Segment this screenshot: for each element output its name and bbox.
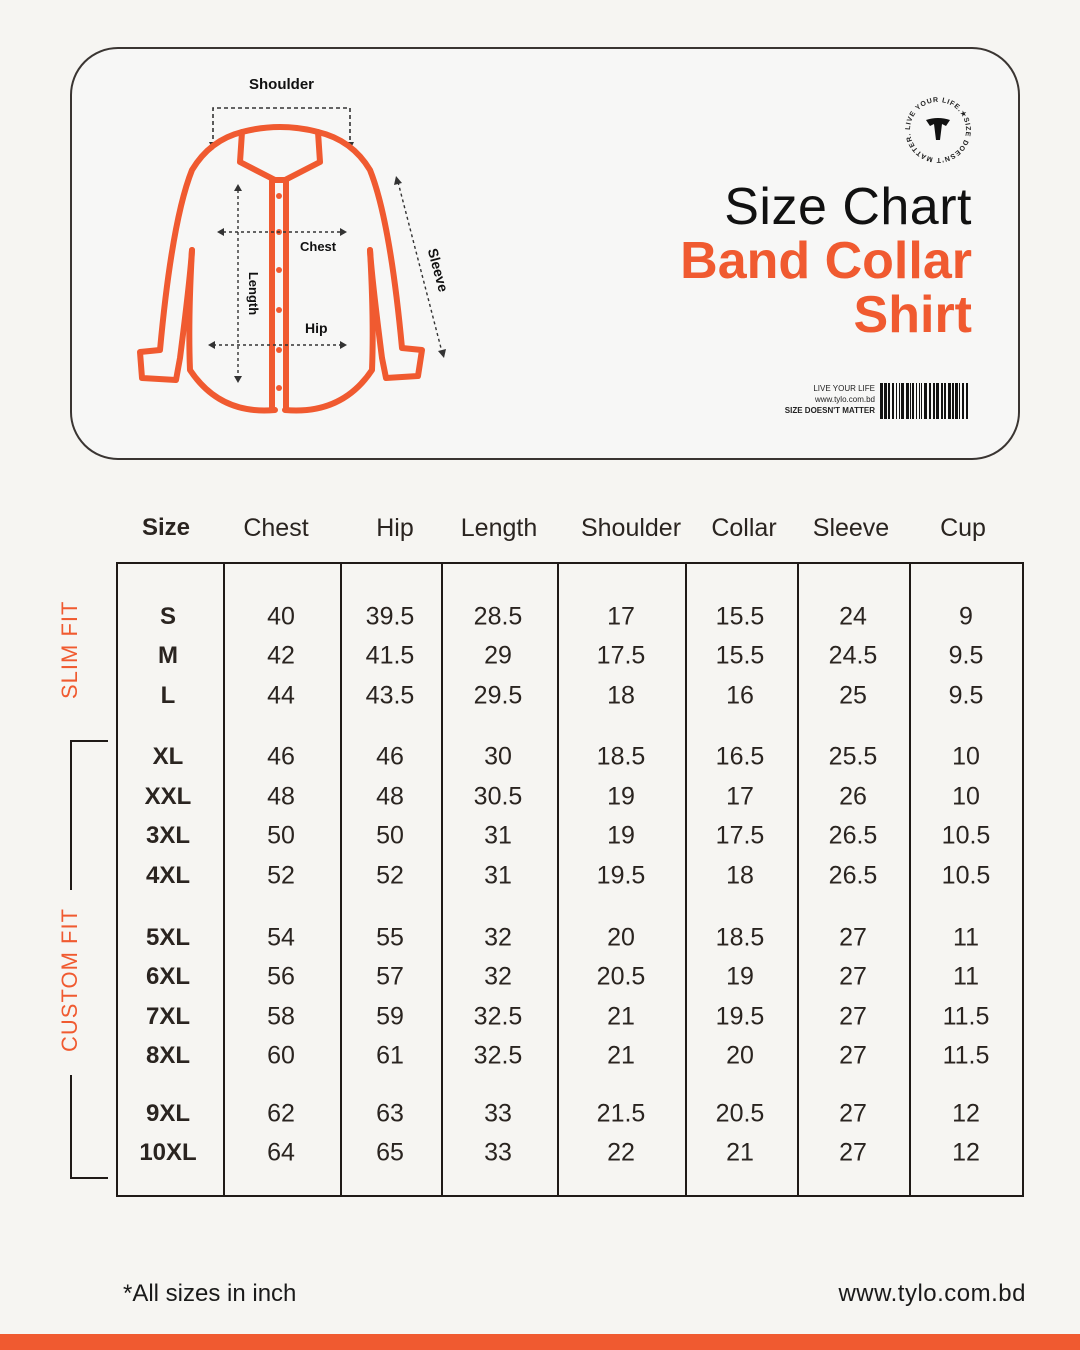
measurement-cell: 10 [952,782,980,811]
measurement-cell: 25.5 [828,742,878,771]
custom-fit-bracket [70,740,108,742]
measurement-cell: 24.5 [828,641,878,670]
measurement-cell: 31 [484,821,512,850]
custom-fit-bracket [70,740,72,890]
badge-ring-text: LIVE YOUR LIFE.★SIZE DOESN'T MATTER. [904,96,972,164]
measurement-cell: 20 [726,1041,754,1070]
measurement-cell: 11.5 [942,1002,990,1031]
size-table [116,562,1024,1197]
measurement-cell: 58 [267,1002,295,1031]
size-cell: 9XL [145,1100,191,1127]
barcode-bar [924,383,927,419]
measurement-cell: 21 [607,1041,635,1070]
barcode-bar [910,383,911,419]
measurement-cell: 9.5 [948,641,984,670]
measurement-cell: 24 [839,602,867,631]
measurement-cell: 40 [267,602,295,631]
measurement-cell: 46 [376,742,404,771]
measurement-cell: 52 [376,861,404,890]
measurement-cell: 17.5 [596,641,646,670]
measurement-cell: 26 [839,782,867,811]
measurement-cell: 32 [484,962,512,991]
barcode-bar [921,383,922,419]
col-header-cup: Cup [940,514,986,542]
col-header-chest: Chest [243,514,309,542]
measurement-cell: 31 [484,861,512,890]
size-cell: M [158,642,178,669]
measurement-cell: 18.5 [596,742,646,771]
size-cell: 5XL [145,924,191,951]
measurement-cell: 29.5 [473,681,523,710]
measurement-cell: 17 [726,782,754,811]
bottom-accent-bar [0,1334,1080,1350]
measurement-cell: 33 [484,1099,512,1128]
size-cell: XXL [144,783,192,810]
brand-logo-badge [898,90,978,170]
table-divider [441,562,443,1197]
length-label: Length [246,271,262,316]
barcode-bar [933,383,935,419]
barcode-bar [884,383,887,419]
barcode-bar [880,383,883,419]
measurement-cell: 27 [839,1041,867,1070]
measurement-cell: 16 [726,681,754,710]
measurement-cell: 42 [267,641,295,670]
table-divider [340,562,342,1197]
measurement-cell: 9.5 [948,681,984,710]
measurement-cell: 27 [839,923,867,952]
measurement-cell: 17.5 [715,821,765,850]
measurement-cell: 50 [376,821,404,850]
size-cell: L [160,682,176,709]
measurement-cell: 63 [376,1099,404,1128]
measurement-cell: 30 [484,742,512,771]
size-cell: 3XL [145,822,191,849]
measurement-cell: 27 [839,1138,867,1167]
measurement-cell: 19.5 [715,1002,765,1031]
measurement-cell: 52 [267,861,295,890]
measurement-cell: 27 [839,1099,867,1128]
table-divider [557,562,559,1197]
measurement-cell: 12 [952,1099,980,1128]
hip-label: Hip [305,320,328,336]
size-cell: 7XL [145,1003,191,1030]
measurement-cell: 21 [607,1002,635,1031]
measurement-cell: 48 [267,782,295,811]
table-divider [685,562,687,1197]
barcode-bar [948,383,951,419]
measurement-cell: 33 [484,1138,512,1167]
measurement-cell: 19 [607,821,635,850]
slim-fit-label: SLIM FIT [57,600,82,699]
measurement-cell: 26.5 [828,821,878,850]
measurement-cell: 19 [726,962,754,991]
size-cell: 8XL [145,1042,191,1069]
size-cell: S [159,603,177,630]
title-size-chart: Size Chart [724,178,972,236]
barcode-bar [919,383,920,419]
barcode-bar [941,383,943,419]
measurement-cell: 16.5 [715,742,765,771]
measurement-cell: 28.5 [473,602,523,631]
barcode-bar [916,383,917,419]
measurement-cell: 9 [959,602,973,631]
measurement-cell: 46 [267,742,295,771]
measurement-cell: 19.5 [596,861,646,890]
measurement-cell: 11 [953,962,979,991]
measurement-cell: 56 [267,962,295,991]
barcode-tag [760,383,972,421]
measurement-cell: 18 [726,861,754,890]
measurement-cell: 20.5 [596,962,646,991]
table-divider [909,562,911,1197]
measurement-cell: 29 [484,641,512,670]
barcode-bar [896,383,897,419]
shirt-diagram [120,70,470,430]
measurement-cell: 15.5 [715,641,765,670]
measurement-cell: 20 [607,923,635,952]
measurement-cell: 55 [376,923,404,952]
custom-fit-bracket [70,1075,72,1179]
measurement-cell: 65 [376,1138,404,1167]
barcode-bar [906,383,909,419]
measurement-cell: 22 [607,1138,635,1167]
measurement-cell: 61 [376,1041,404,1070]
measurement-cell: 32.5 [473,1002,523,1031]
measurement-cell: 10.5 [941,861,991,890]
shoulder-label: Shoulder [249,76,315,93]
measurement-cell: 26.5 [828,861,878,890]
barcode-bar [899,383,900,419]
measurement-cell: 62 [267,1099,295,1128]
measurement-cell: 27 [839,1002,867,1031]
barcode-bar [944,383,946,419]
custom-fit-label: CUSTOM FIT [57,907,82,1052]
measurement-cell: 64 [267,1138,295,1167]
measurement-cell: 27 [839,962,867,991]
measurement-cell: 57 [376,962,404,991]
col-header-hip: Hip [376,514,414,542]
col-header-shoulder: Shoulder [580,514,682,542]
barcode-bar [955,383,958,419]
size-cell: 6XL [145,963,191,990]
col-header-sleeve: Sleeve [812,514,890,542]
barcode-line2: www.tylo.com.bd [814,395,875,404]
title-band-collar: Band Collar [680,232,972,290]
measurement-cell: 19 [607,782,635,811]
measurement-cell: 18 [607,681,635,710]
barcode-bar [962,383,964,419]
measurement-cell: 20.5 [715,1099,765,1128]
measurement-cell: 43.5 [365,681,415,710]
barcode-bar [952,383,954,419]
barcode-bar [929,383,931,419]
measurement-cell: 48 [376,782,404,811]
measurement-cell: 30.5 [473,782,523,811]
col-header-size: Size [141,514,191,541]
custom-fit-bracket [70,1177,108,1179]
measurement-cell: 10 [952,742,980,771]
col-header-length: Length [460,514,538,542]
size-cell: XL [152,743,184,770]
measurement-cell: 21 [726,1138,754,1167]
measurement-cell: 50 [267,821,295,850]
measurement-cell: 25 [839,681,867,710]
col-header-collar: Collar [711,514,777,542]
size-cell: 10XL [139,1139,197,1166]
measurement-cell: 41.5 [365,641,415,670]
website-link[interactable]: www.tylo.com.bd [838,1280,1026,1307]
measurement-cell: 21.5 [596,1099,646,1128]
table-divider [223,562,225,1197]
barcode-bar [901,383,904,419]
barcode-bar [892,383,894,419]
title-block [680,180,972,342]
barcode-bar [888,383,890,419]
measurement-cell: 10.5 [941,821,991,850]
chest-label: Chest [300,239,337,254]
barcode-bar [936,383,939,419]
measurement-cell: 39.5 [365,602,415,631]
measurement-cell: 12 [952,1138,980,1167]
measurement-cell: 44 [267,681,295,710]
measurement-cell: 18.5 [715,923,765,952]
size-cell: 4XL [145,862,191,889]
measurement-cell: 54 [267,923,295,952]
table-divider [797,562,799,1197]
barcode-bar [912,383,914,419]
title-shirt: Shirt [853,286,972,344]
barcode-line1: LIVE YOUR LIFE [813,384,875,393]
sleeve-label: Sleeve [424,246,452,294]
measurement-cell: 32 [484,923,512,952]
measurement-cell: 17 [607,602,635,631]
barcode-bar [966,383,968,419]
measurement-cell: 59 [376,1002,404,1031]
barcode-line3: SIZE DOESN'T MATTER [784,406,875,415]
barcode-bar [959,383,960,419]
measurement-cell: 11 [953,923,979,952]
measurement-cell: 60 [267,1041,295,1070]
units-note: *All sizes in inch [123,1280,297,1307]
measurement-cell: 32.5 [473,1041,523,1070]
barcode-icon [880,383,972,419]
measurement-cell: 11.5 [942,1041,990,1070]
measurement-cell: 15.5 [715,602,765,631]
